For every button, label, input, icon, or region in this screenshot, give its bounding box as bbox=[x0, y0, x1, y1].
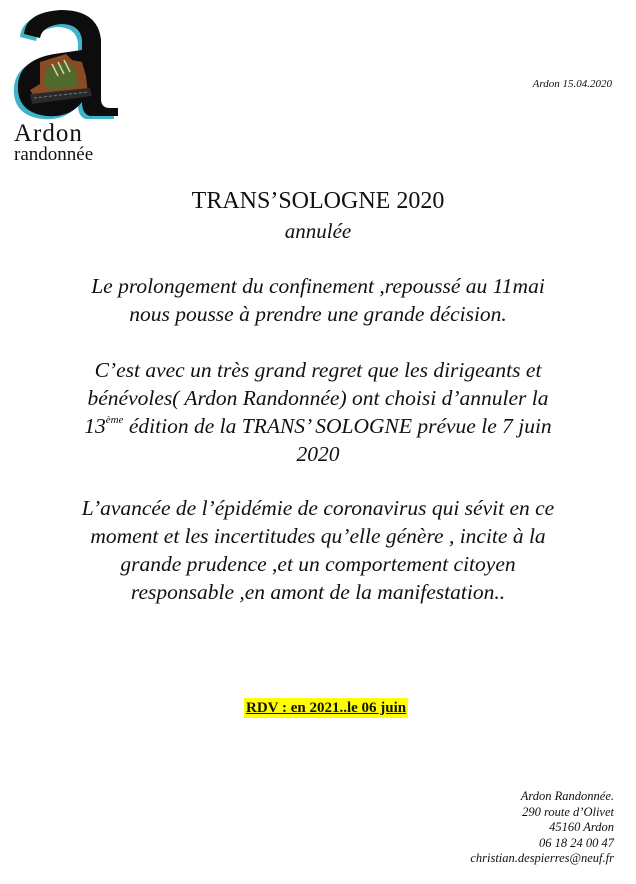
rdv-highlight: RDV : en 2021..le 06 juin bbox=[246, 700, 407, 716]
address-city: 45160 Ardon bbox=[549, 820, 614, 834]
edition-superscript: ème bbox=[105, 414, 124, 426]
address-block bbox=[470, 789, 614, 867]
address-email[interactable]: christian.despierres@neuf.fr bbox=[470, 851, 614, 865]
paragraph-confinement bbox=[0, 272, 636, 328]
paragraph-line-edition bbox=[0, 412, 636, 440]
paragraph-line: responsable ,en amont de la manifestation.. bbox=[130, 580, 506, 604]
paragraph-cancellation bbox=[0, 356, 636, 468]
document-date: Ardon 15.04.2020 bbox=[532, 78, 612, 90]
address-phone: 06 18 24 00 47 bbox=[539, 835, 614, 850]
edition-number: 13 bbox=[84, 414, 106, 438]
paragraph-line: Le prolongement du confinement ,repoussé au 11mai bbox=[91, 274, 545, 298]
logo-subtitle: randonnée bbox=[14, 144, 94, 165]
address-street: 290 route d’Olivet bbox=[522, 804, 614, 819]
edition-text: édition de la TRANS’ SOLOGNE prévue le 7 juin bbox=[123, 414, 552, 438]
address-org: Ardon Randonnée. bbox=[520, 789, 614, 803]
paragraph-line: 2020 bbox=[296, 442, 340, 466]
document-subtitle: annulée bbox=[284, 219, 352, 243]
paragraph-line: L’avancée de l’épidémie de coronavirus qui sévit en ce bbox=[81, 496, 555, 520]
logo-name: Ardon bbox=[14, 120, 83, 147]
paragraph-line: C’est avec un très grand regret que les dirigeants et bbox=[94, 358, 542, 382]
paragraph-line: bénévoles( Ardon Randonnée) ont choisi d’annuler la bbox=[87, 386, 549, 410]
paragraph-epidemic bbox=[0, 494, 636, 606]
paragraph-line: nous pousse à prendre une grande décision. bbox=[129, 302, 507, 326]
paragraph-line: grande prudence ,et un comportement citoyen bbox=[120, 552, 516, 576]
hiking-boot-a-logo-icon bbox=[6, 4, 126, 124]
ardon-randonnee-logo bbox=[6, 4, 126, 164]
document-title: TRANS’SOLOGNE 2020 bbox=[191, 188, 445, 214]
paragraph-line: moment et les incertitudes qu’elle génère , incite à la bbox=[90, 524, 546, 548]
